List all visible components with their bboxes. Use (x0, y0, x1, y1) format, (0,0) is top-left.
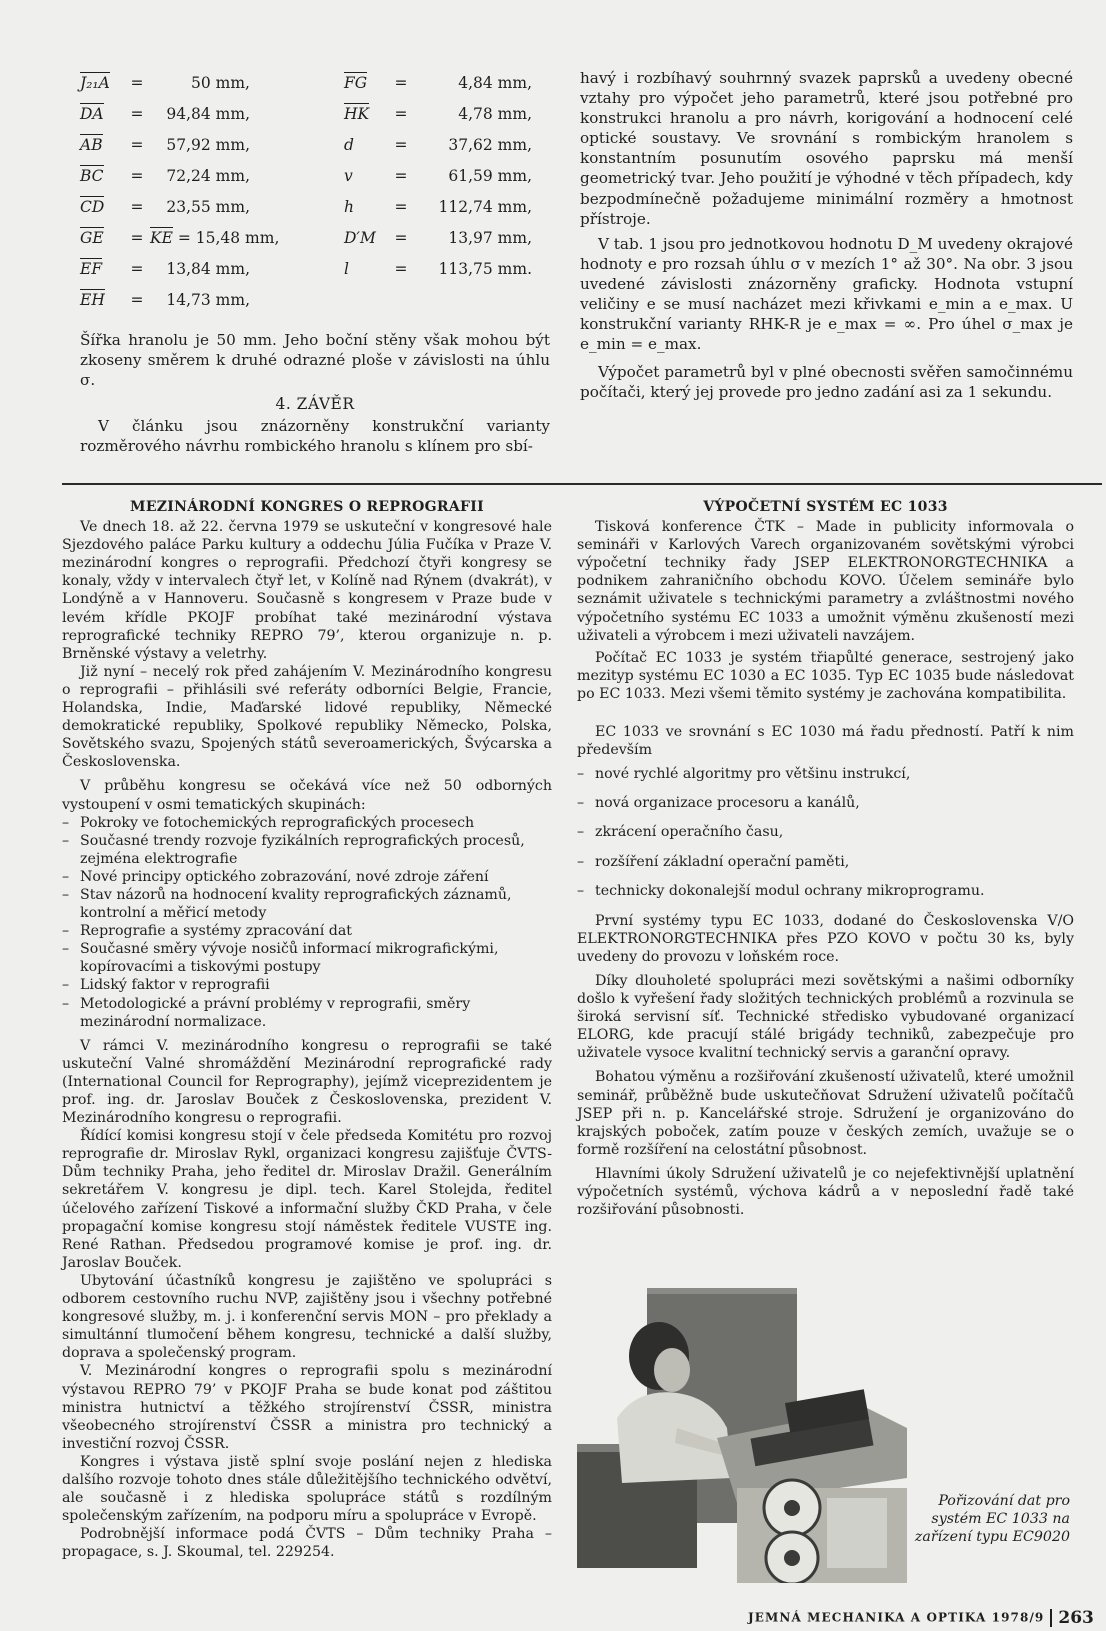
formula-symbol: l (344, 260, 349, 278)
formula-symbol: HK (344, 105, 370, 123)
formula-row (344, 198, 532, 216)
equals-sign: = (130, 105, 144, 123)
list-item: – Nové principy optického zobrazování, nové zdroje záření (62, 868, 552, 886)
list-item: – Stav názorů na hodnocení kvality reprografických záznamů, kontrolní a měřicí metody (62, 886, 552, 922)
formula-value: 13,84 mm, (166, 260, 250, 278)
formula-symbol: D′M (344, 229, 376, 247)
left-top-text (80, 330, 550, 457)
formula-symbol: d (344, 136, 354, 154)
formula-symbol: FG (344, 74, 368, 92)
list-item: – zkrácení operačního času, (577, 823, 1074, 841)
congress-p8: Kongres i výstava jistě splní svoje poslání nejen z hlediska dalšího rozvoje tohoto dnes stále důležitějšího technického odvětví, ale současně i z hlediska spolupráce států s rozdílným společenským zařízením, na podporu míru a spolupráce v Evropě. (62, 1453, 552, 1525)
equals-sign: = (130, 229, 144, 247)
congress-p4: V rámci V. mezinárodního kongresu o reprografii se také uskuteční Valné shromáždění Mezinárodní reprografické rady (International Council for Reprography), jejímž viceprezidentem je prof. ing. dr. Jaroslav Bouček z Československa, prezident V. Mezinárodního kongresu o reprografii. (62, 1037, 552, 1127)
ec1033-p3: EC 1033 ve srovnání s EC 1030 má řadu předností. Patří k nim především (577, 724, 1074, 759)
formula-row (80, 291, 250, 309)
congress-p1: Ve dnech 18. až 22. června 1979 se uskuteční v kongresové hale Sjezdového paláce Parku kultury a oddechu Júlia Fučíka v Praze V. mezinárodní kongres o reprografii. Předchozí čtyři kongresy se konaly, vždy v intervalech čtyř let, v Kolíně nad Rýnem (dvakrát), v Londýně a v Hannoveru. Současně s kongresem v Praze bude v levém křídle PKOJF probíhat také mezinárodní výstava reprografické techniky REPRO 79’, kterou organizuje n. p. Brněnské výstavy a veletrhy. (62, 519, 552, 662)
congress-p2: Již nyní – necelý rok před zahájením V. Mezinárodního kongresu o reprografii – přihlásili své referáty odborníci Belgie, Francie, Holandska, Indie, Maďarské lidové republiky, Německé demokratické republiky, Spolkové republiky Německo, Polska, Sovětského svazu, Spojených států severoamerických, Švýcarska a Československa. (62, 663, 552, 771)
formula-symbol: DA (80, 105, 104, 123)
list-item: – Lidský faktor v reprografii (62, 976, 552, 994)
ec1033-p4: První systémy typu EC 1033, dodané do Československa V/O ELEKTRONORGTECHNIKA přes PZO KOVO v počtu 30 ks, byly uvedeny do provozu v loňském roce. (577, 912, 1074, 965)
ec1033-p5: Díky dlouholeté spolupráci mezi sovětskými a našimi odborníky došlo k vyřešení řady složitých technických problémů a rozvinula se široká servisní síť. Technické středisko vybudované organizací ELORG, kde pracují stálé brigády techniků, zabezpečuje pro uživatele vysoce kvalitní technický servis a garanční opravy. (577, 972, 1074, 1062)
formula-row (80, 198, 250, 216)
congress-p5: Řídící komisi kongresu stojí v čele předseda Komitétu pro rozvoj reprografie dr. Miroslav Rykl, organizaci kongresu zajišťuje ČVTS-Dům techniky Praha, jeho ředitel dr. Miroslav Dražil. Generálním sekretářem V. kongresu je dipl. tech. Karel Stolejda, ředitel účelového zařízení Tiskové a informační služby ČKD Praha, v čele propagační komise kongresu stojí náměstek ředitele VUSTE ing. René Rathan. Předsedou programové komise je prof. ing. dr. Jaroslav Bouček. (62, 1128, 552, 1271)
conclusion-paragraph: V článku jsou znázorněny konstrukční varianty rozměrového návrhu rombického hranolu s klínem pro sbí- (80, 417, 550, 456)
list-item: – Pokroky ve fotochemických reprografických procesech (62, 814, 552, 832)
list-item: – nové rychlé algoritmy pro většinu instrukcí, (577, 765, 1074, 783)
page-number: 263 (1058, 1608, 1094, 1628)
formula-value: KE = 15,48 mm, (150, 229, 280, 247)
list-item: – Metodologické a právní problémy v reprografii, směry mezinárodní normalizace. (62, 995, 552, 1031)
formula-value-tail: = 15,48 mm, (172, 229, 280, 247)
list-item: – Reprografie a systémy zpracování dat (62, 922, 552, 940)
formula-row (344, 229, 532, 247)
formula-symbol: EH (80, 291, 105, 309)
computation-paragraph: Výpočet parametrů byl v plné obecnosti svěřen samočinnému počítači, který jej provede pro jedno zadání asi za 1 sekundu. (580, 363, 1073, 402)
formula-row (80, 229, 279, 247)
list-item: – technicky dokonalejší modul ochrany mikroprogramu. (577, 882, 1074, 900)
formula-row (344, 136, 532, 154)
ec1033-article (577, 498, 1074, 1219)
data-entry-photo (577, 1278, 907, 1583)
ec1033-advantage-list (577, 765, 1074, 899)
equals-sign: = (130, 198, 144, 216)
section-title: 4. ZÁVĚR (275, 395, 355, 414)
formula-value: 57,92 mm, (166, 136, 250, 154)
list-item: – rozšíření základní operační paměti, (577, 853, 1074, 871)
equals-sign: = (130, 167, 144, 185)
ec1033-p6: Bohatou výměnu a rozšiřování zkušeností uživatelů, které umožnil seminář, průběžně bude uskutečňovat Sdružení uživatelů počítačů JSEP při n. p. Kancelářské stroje. Sdružení je organizováno do krajských poboček, zatím pouze v českých zemích, uvažuje se o formě rozšíření na celostátní působnost. (577, 1069, 1074, 1158)
congress-p7: V. Mezinárodní kongres o reprografii spolu s mezinárodní výstavou REPRO 79’ v PKOJF Praha se bude konat pod záštitou ministra hutnictví a těžkého strojírenství ČSSR, ministra všeobecného strojírenství ČSSR a ministra pro technický a investiční rozvoj ČSSR. (62, 1363, 552, 1452)
formula-value: 13,97 mm, (448, 229, 532, 247)
list-item: – Současné trendy rozvoje fyzikálních reprografických procesů, zejména elektrografie (62, 832, 552, 868)
formula-row (80, 167, 250, 185)
formula-row (80, 74, 250, 92)
ec1033-heading: VÝPOČETNÍ SYSTÉM EC 1033 (703, 499, 948, 515)
formula-value: 61,59 mm, (448, 167, 532, 185)
formula-value: 112,74 mm, (438, 198, 532, 216)
formula-row (80, 136, 250, 154)
list-item: – Současné směry vývoje nosičů informací mikrografickými, kopírovacími a tiskovými postupy (62, 940, 552, 976)
formula-row (344, 105, 532, 123)
formula-row (80, 105, 250, 123)
formula-symbol: EF (80, 260, 103, 278)
conclusion-continued: havý i rozbíhavý souhrnný svazek paprsků a uvedeny obecné vztahy pro výpočet jeho parametrů, které jsou potřebné pro konstrukci hranolu a pro návrh, korigování a hodnocení celé optické soustavy. Ve srovnání s rombickým hranolem s konstantním posunutím osového paprsku má menší geometrický tvar. Jeho použití je výhodné v těch případech, kdy bezpodmínečně požadujeme minimální rozměry a hmotnost přístroje. (580, 69, 1073, 228)
congress-p9: Podrobnější informace podá ČVTS – Dům techniky Praha – propagace, s. J. Skoumal, tel. 229254. (62, 1526, 552, 1561)
formula-value: 4,78 mm, (458, 105, 532, 123)
formula-value: 14,73 mm, (166, 291, 250, 309)
equals-sign: = (394, 198, 408, 216)
equals-sign: = (130, 136, 144, 154)
equals-sign: = (394, 136, 408, 154)
equals-sign: = (394, 260, 408, 278)
formula-row (344, 74, 532, 92)
formula-symbol: v (344, 167, 353, 185)
page-footer (748, 1608, 1094, 1628)
equals-sign: = (394, 74, 408, 92)
congress-heading: MEZINÁRODNÍ KONGRES O REPROGRAFII (130, 499, 484, 515)
ec1033-p7: Hlavními úkoly Sdružení uživatelů je co nejefektivnější uplatnění výpočetních systémů, výchova kádrů a v neposlední řadě také rozšiřování působnosti. (577, 1165, 1074, 1219)
formula-value: 72,24 mm, (166, 167, 250, 185)
formula-value: 94,84 mm, (166, 105, 250, 123)
formula-value: 23,55 mm, (166, 198, 250, 216)
congress-topic-list (62, 814, 552, 1031)
formula-symbol: AB (80, 136, 103, 154)
formula-row (80, 260, 250, 278)
equals-sign: = (394, 167, 408, 185)
congress-p3: V průběhu kongresu se očekává více než 50 odborných vystoupení v osmi tematických skupinách: (62, 778, 552, 813)
formula-value: 37,62 mm, (448, 136, 532, 154)
formula-symbol: GE (80, 229, 104, 247)
formula-row (344, 260, 532, 278)
equals-sign: = (130, 74, 144, 92)
photo-caption: Pořizování dat pro systém EC 1033 na zařízení typu EC9020 (914, 1493, 1070, 1546)
horizontal-rule (62, 483, 1102, 485)
equals-sign: = (394, 229, 408, 247)
formula-value: 4,84 mm, (458, 74, 532, 92)
formula-symbol: J₂₁A (80, 74, 110, 92)
prism-width-paragraph: Šířka hranolu je 50 mm. Jeho boční stěny však mohou být zkoseny směrem k druhé odrazné ploše v závislosti na úhlu σ. (80, 331, 550, 390)
formula-value: 113,75 mm. (438, 260, 532, 278)
formula-symbol: CD (80, 198, 105, 216)
equals-sign: = (130, 291, 144, 309)
congress-p6: Ubytování účastníků kongresu je zajištěno ve spolupráci s odborem cestovního ruchu NVP, zajištěny jsou i všechny potřebné kongresové služby, m. j. i konferenční servis MON – pro překlady a simultánní tlumočení během kongresu, technické a další služby, doprava a společenský program. (62, 1272, 552, 1362)
footer-separator (1050, 1609, 1052, 1627)
ec1033-p1: Tisková konference ČTK – Made in publicity informovala o semináři v Karlových Varech organizovaném sovětskými výrobci výpočetní techniky řady JSEP ELEKTRONORGTECHNIKA a podnikem zahraničního obchodu KOVO. Účelem semináře bylo seznámit uživatele s technickými parametry a zvláštnostmi nového výpočetního systému EC 1033 a umožnit výměnu zkušeností mezi uživateli a výrobcem i mezi uživateli navzájem. (577, 519, 1074, 644)
right-top-text (580, 68, 1073, 403)
congress-article (62, 498, 552, 1561)
formula-row (344, 167, 532, 185)
list-item: – nová organizace procesoru a kanálů, (577, 794, 1074, 812)
equals-sign: = (394, 105, 408, 123)
formula-value: 50 mm, (191, 74, 250, 92)
equals-sign: = (130, 260, 144, 278)
formula-symbol: BC (80, 167, 104, 185)
ec1033-p2: Počítač EC 1033 je systém třiapůlté generace, sestrojený jako mezityp systému EC 1030 a EC 1035. Typ EC 1035 bude následovat po EC 1033. Mezi všemi těmito systémy je zachována kompatibilita. (577, 649, 1074, 702)
table-reference-paragraph: V tab. 1 jsou pro jednotkovou hodnotu D_M uvedeny okrajové hodnoty e pro rozsah úhlu σ v mezích 1° až 30°. Na obr. 3 jsou uvedené závislosti znázorněny graficky. Hodnota vstupní veličiny e se musí nacházet mezi křivkami e_min a e_max. U konstrukční varianty RHK-R je e_max = ∞. Pro úhel σ_max je e_min = e_max. (580, 234, 1073, 354)
formula-symbol: h (344, 198, 354, 216)
journal-name: JEMNÁ MECHANIKA A OPTIKA 1978/9 (748, 1610, 1045, 1625)
